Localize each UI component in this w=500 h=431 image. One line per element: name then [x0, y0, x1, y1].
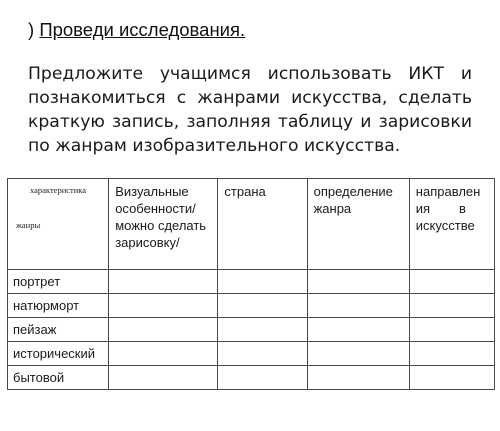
country-cell — [218, 294, 307, 318]
genre-label: бытовой — [13, 370, 65, 385]
definition-cell — [307, 342, 409, 366]
visual-cell — [109, 342, 218, 366]
visual-cell — [109, 294, 218, 318]
direction-cell — [409, 270, 494, 294]
visual-cell — [109, 318, 218, 342]
visual-cell — [109, 366, 218, 390]
genre-label: портрет — [13, 274, 61, 289]
section-title: Проведи исследования. — [39, 19, 246, 40]
direction-cell — [409, 318, 494, 342]
country-cell — [218, 318, 307, 342]
header-direction — [409, 179, 494, 270]
genre-cell — [8, 270, 109, 294]
country-cell — [218, 270, 307, 294]
genre-cell — [8, 318, 109, 342]
direction-cell — [409, 366, 494, 390]
genre-research-table — [7, 178, 495, 390]
header-visual-features — [109, 179, 218, 270]
table-row-landscape — [8, 318, 495, 342]
table-row-historical — [8, 342, 495, 366]
table-row-genre-scene — [8, 366, 495, 390]
genre-cell — [8, 366, 109, 390]
country-cell — [218, 342, 307, 366]
table-row-still-life — [8, 294, 495, 318]
section-number: ) — [28, 19, 35, 40]
corner-characteristic-label: характеристика — [30, 185, 87, 195]
definition-cell — [307, 318, 409, 342]
direction-cell — [409, 294, 494, 318]
definition-cell — [307, 270, 409, 294]
definition-cell — [307, 294, 409, 318]
header-direction-line2: ия в — [415, 201, 466, 216]
header-country — [218, 179, 307, 270]
section-heading — [28, 18, 245, 42]
genre-label: пейзаж — [13, 322, 57, 337]
country-cell — [218, 366, 307, 390]
direction-cell — [409, 342, 494, 366]
header-definition-label: определение жанра — [313, 184, 393, 216]
genre-cell — [8, 342, 109, 366]
header-visual-features-label: Визуальные особенности/ можно сделать зарисовку/ — [115, 184, 207, 250]
header-direction-line3: искусстве — [415, 218, 475, 233]
table-header-row — [8, 179, 495, 270]
header-definition — [307, 179, 409, 270]
header-country-label: страна — [224, 184, 266, 199]
table-row-portrait — [8, 270, 495, 294]
visual-cell — [109, 270, 218, 294]
genre-cell — [8, 294, 109, 318]
definition-cell — [307, 366, 409, 390]
corner-header-cell — [8, 179, 109, 270]
genre-label: исторический — [13, 346, 96, 361]
corner-genres-label: жанры — [16, 220, 41, 230]
genre-label: натюрморт — [13, 298, 80, 313]
task-instructions: Предложите учащимся использовать ИКТ и познакомиться с жанрами искусства, сделать краткую запись, заполняя таблицу и зарисовки по жанрам изобразительного искусства. — [28, 64, 472, 156]
header-direction-line1: направлен — [415, 184, 481, 199]
